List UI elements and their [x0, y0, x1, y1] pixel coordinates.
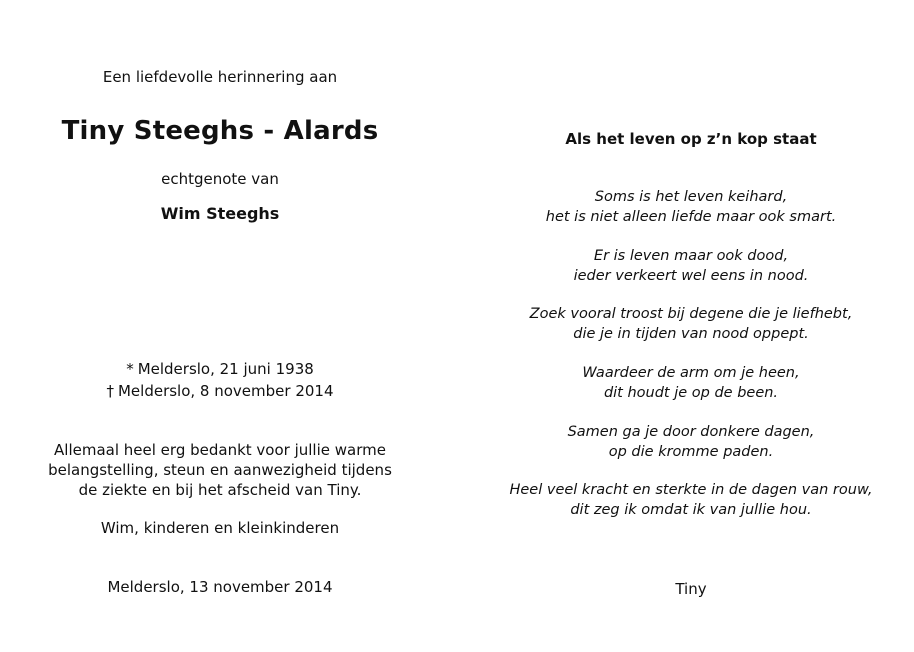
- poem-author: Tiny: [675, 580, 707, 598]
- right-panel: [468, 0, 914, 652]
- thanks-line-2: belangstelling, steun en aanwezigheid tijdens: [48, 461, 392, 479]
- poem-line: die je in tijden van nood oppept.: [573, 326, 809, 342]
- spouse-name: Wim Steeghs: [160, 204, 280, 223]
- thanks-line-3: de ziekte en bij het afscheid van Tiny.: [78, 481, 362, 499]
- birth-star-icon: *: [126, 360, 134, 378]
- relation-text: echtgenote van: [161, 170, 279, 188]
- thanks-line-1: Allemaal heel erg bedankt voor jullie warme: [54, 441, 386, 459]
- left-panel: [0, 0, 440, 652]
- poem-line: het is niet alleen liefde maar ook smart.: [545, 209, 837, 225]
- death-cross-icon: †: [106, 382, 114, 400]
- poem-line: Heel veel kracht en sterkte in de dagen van rouw,: [509, 482, 873, 498]
- birth-line: [0, 360, 440, 378]
- intro-text: Een liefdevolle herinnering aan: [102, 68, 338, 86]
- poem-line: dit houdt je op de been.: [603, 385, 779, 401]
- death-line: [0, 382, 440, 400]
- poem-line: Soms is het leven keihard,: [594, 189, 788, 205]
- poem-line: dit zeg ik omdat ik van jullie hou.: [570, 502, 812, 518]
- poem-title: Als het leven op z’n kop staat: [565, 130, 817, 148]
- poem-line: ieder verkeert wel eens in nood.: [573, 268, 809, 284]
- deceased-name: Tiny Steeghs - Alards: [61, 116, 379, 146]
- poem-line: Zoek vooral troost bij degene die je liefhebt,: [529, 306, 853, 322]
- poem-line: op die kromme paden.: [608, 444, 774, 460]
- signature-text: Wim, kinderen en kleinkinderen: [100, 519, 340, 537]
- place-date-text: Melderslo, 13 november 2014: [107, 578, 333, 596]
- poem-line: Er is leven maar ook dood,: [593, 248, 789, 264]
- birth-text: Melderslo, 21 juni 1938: [137, 360, 314, 378]
- death-text: Melderslo, 8 november 2014: [117, 382, 334, 400]
- poem-line: Samen ga je door donkere dagen,: [567, 424, 815, 440]
- poem-line: Waardeer de arm om je heen,: [582, 365, 800, 381]
